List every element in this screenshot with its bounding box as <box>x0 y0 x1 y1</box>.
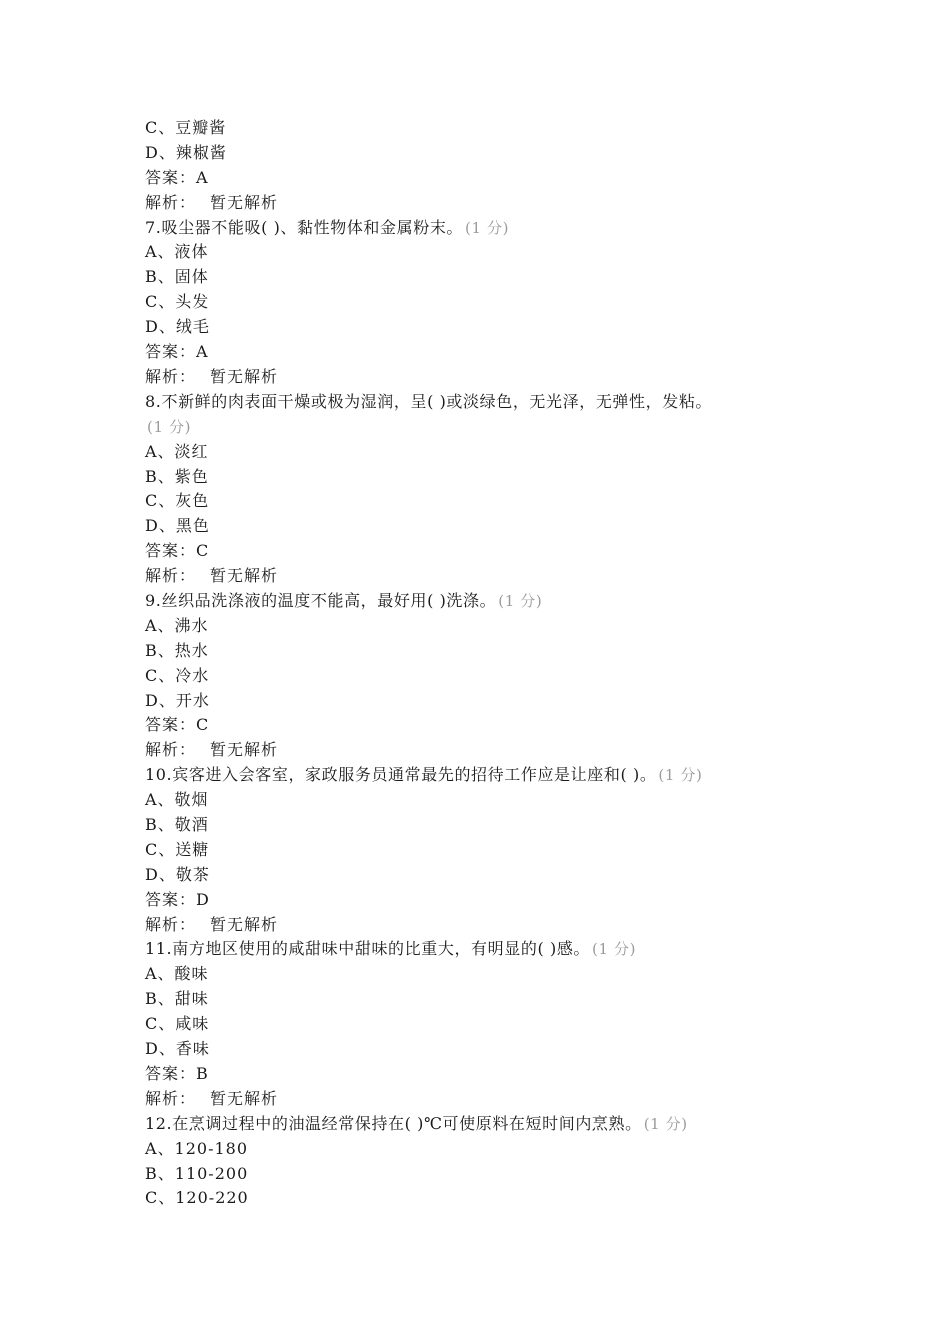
option-c: C、头发 <box>145 292 210 312</box>
question-text: 12.在烹调过程中的油温经常保持在( )℃可使原料在短时间内烹熟。 <box>145 1113 642 1133</box>
option-a: A、液体 <box>145 242 209 262</box>
question-text: 9.丝织品洗涤液的温度不能高，最好用( )洗涤。 <box>145 590 497 610</box>
option-c: C、120-220 <box>145 1188 249 1208</box>
analysis-line <box>145 365 825 390</box>
answer-label: 答案： <box>145 715 197 735</box>
analysis-label: 解析： <box>145 192 197 212</box>
answer-line <box>145 1062 825 1087</box>
answer-line <box>145 166 825 191</box>
analysis-value: 暂无解析 <box>210 740 279 760</box>
option-c: C、咸味 <box>145 1014 210 1034</box>
analysis-label: 解析： <box>145 566 197 586</box>
analysis-value: 暂无解析 <box>210 192 279 212</box>
answer-label: 答案： <box>145 889 197 909</box>
option-d: D、香味 <box>145 1039 210 1059</box>
option-b: B、敬酒 <box>145 815 209 835</box>
question-score: (1 分) <box>592 940 637 959</box>
question-text: 7.吸尘器不能吸( )、黏性物体和金属粉末。 <box>145 217 464 237</box>
option-b: B、110-200 <box>145 1163 249 1183</box>
option-d: D、黑色 <box>145 516 210 536</box>
analysis-value: 暂无解析 <box>210 914 279 934</box>
answer-value: C <box>196 541 210 561</box>
option-b: B、紫色 <box>145 466 209 486</box>
answer-value: A <box>196 167 209 187</box>
answer-line <box>145 713 825 738</box>
answer-label: 答案： <box>145 541 197 561</box>
option-c: C、冷水 <box>145 665 210 685</box>
analysis-line <box>145 913 825 938</box>
analysis-value: 暂无解析 <box>210 1088 279 1108</box>
analysis-line <box>145 191 825 216</box>
option-d: D、绒毛 <box>145 317 210 337</box>
question-text: 10.宾客进入会客室，家政服务员通常最先的招待工作应是让座和( )。 <box>145 765 657 785</box>
question-text: 8.不新鲜的肉表面干燥或极为湿润，呈( )或淡绿色，无光泽，无弹性，发粘。 <box>145 391 713 411</box>
option-d: D、开水 <box>145 690 210 710</box>
question-stem <box>145 763 825 788</box>
answer-label: 答案： <box>145 167 197 187</box>
option-d: D、敬茶 <box>145 864 210 884</box>
option-a: A、酸味 <box>145 964 209 984</box>
answer-line <box>145 340 825 365</box>
answer-value: D <box>196 889 210 909</box>
answer-line <box>145 539 825 564</box>
question-score: (1 分) <box>498 591 543 610</box>
analysis-label: 解析： <box>145 1088 197 1108</box>
option-d: D、辣椒酱 <box>145 142 227 162</box>
option-c: C、送糖 <box>145 839 210 859</box>
question-score: (1 分) <box>658 766 703 785</box>
answer-value: A <box>196 342 209 362</box>
question-score: (1 分) <box>147 417 192 436</box>
option-a: A、敬烟 <box>145 790 209 810</box>
option-c: C、灰色 <box>145 491 210 511</box>
answer-label: 答案： <box>145 342 197 362</box>
answer-label: 答案： <box>145 1063 197 1083</box>
option-b: B、固体 <box>145 267 209 287</box>
answer-line <box>145 888 825 913</box>
question-text: 11.南方地区使用的咸甜味中甜味的比重大，有明显的( )感。 <box>145 939 591 959</box>
answer-value: C <box>196 715 210 735</box>
analysis-label: 解析： <box>145 914 197 934</box>
option-a: A、沸水 <box>145 615 209 635</box>
option-a: A、120-180 <box>145 1138 249 1158</box>
option-b: B、热水 <box>145 640 209 660</box>
analysis-value: 暂无解析 <box>210 366 279 386</box>
question-stem <box>145 1112 825 1137</box>
question-stem <box>145 390 825 440</box>
analysis-line <box>145 738 825 763</box>
analysis-line <box>145 1087 825 1112</box>
analysis-line <box>145 564 825 589</box>
question-list <box>145 116 825 1211</box>
question-stem <box>145 937 825 962</box>
option-c: C、豆瓣酱 <box>145 118 227 137</box>
question-stem <box>145 216 825 241</box>
option-a: A、淡红 <box>145 441 209 461</box>
answer-value: B <box>196 1063 209 1083</box>
analysis-label: 解析： <box>145 740 197 760</box>
analysis-value: 暂无解析 <box>210 566 279 586</box>
option-b: B、甜味 <box>145 989 209 1009</box>
question-score: (1 分) <box>643 1114 688 1133</box>
question-stem <box>145 589 825 614</box>
question-score: (1 分) <box>465 218 510 237</box>
analysis-label: 解析： <box>145 366 197 386</box>
